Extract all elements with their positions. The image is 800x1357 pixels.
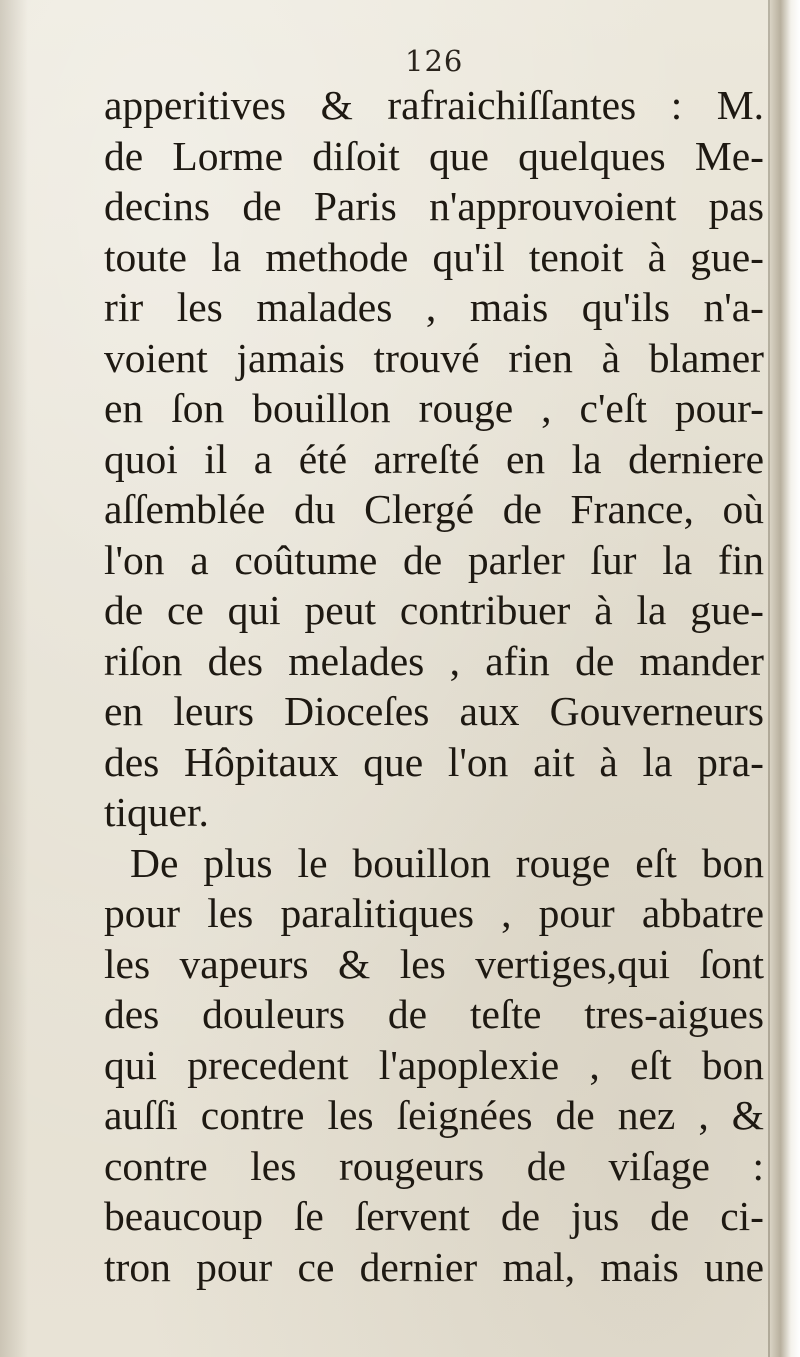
text-line: en leurs Dioceſes aux Gouverneurs: [104, 688, 764, 734]
text-line: des Hôpitaux que l'on ait à la pra-: [104, 738, 764, 785]
text-line: tiquer.: [104, 789, 209, 835]
page-edge: [770, 0, 800, 1357]
text-line: l'on a coûtume de parler ſur la fin: [104, 536, 764, 583]
text-line: tron pour ce dernier mal, mais une: [104, 1243, 764, 1290]
text-line: auſſi contre les ſeignées de nez , &: [104, 1092, 764, 1138]
text-line: quoi il a été arreſté en la derniere: [104, 435, 764, 482]
text-line: voient jamais trouvé rien à blamer: [104, 334, 764, 381]
text-line: qui precedent l'apoplexie , eſt bon: [104, 1041, 764, 1088]
text-line: des douleurs de teſte tres-aigues: [104, 991, 764, 1037]
text-line: rir les malades , mais qu'ils n'a-: [104, 284, 764, 330]
text-line: apperitives & rafraichiſſantes : M.: [104, 82, 764, 128]
text-line: en ſon bouillon rouge , c'eſt pour-: [104, 385, 764, 431]
body-text: [104, 80, 764, 1292]
text-line: De plus le bouillon rouge eſt bon: [130, 839, 764, 886]
page-number: 126: [405, 44, 464, 78]
page-gutter-shadow: [0, 0, 28, 1357]
text-line: pour les paralitiques , pour abbatre: [104, 890, 764, 936]
text-line: aſſemblée du Clergé de France, où: [104, 486, 764, 532]
text-line: de Lorme diſoit que quelques Me-: [104, 132, 764, 179]
text-line: contre les rougeurs de viſage :: [104, 1142, 764, 1189]
text-line: les vapeurs & les vertiges,qui ſont: [104, 940, 764, 987]
text-line: decins de Paris n'approuvoient pas: [104, 183, 764, 229]
text-line: toute la methode qu'il tenoit à gue-: [104, 233, 764, 280]
text-line: de ce qui peut contribuer à la gue-: [104, 587, 764, 633]
text-line: beaucoup ſe ſervent de jus de ci-: [104, 1193, 764, 1239]
text-line: riſon des melades , afin de mander: [104, 637, 764, 684]
